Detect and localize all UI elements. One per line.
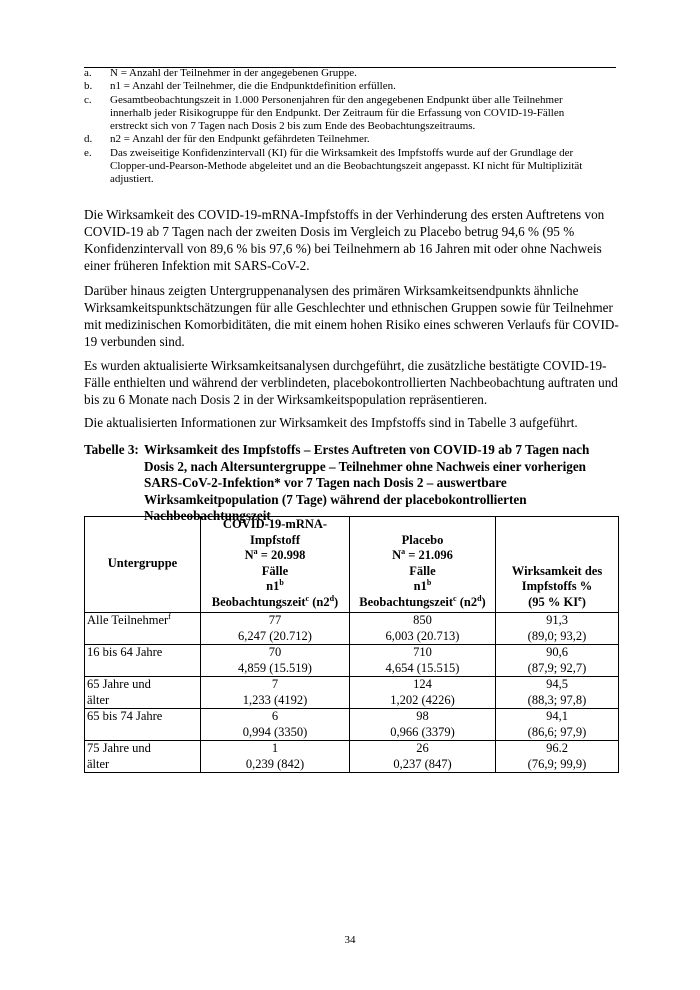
vaccine-cell: 6 0,994 (3350) bbox=[201, 709, 350, 741]
paragraph-line: Darüber hinaus zeigten Untergruppenanalysen des primären Wirksamkeitsendpunkts ähnliche bbox=[84, 283, 579, 298]
paragraph-line: einer früheren Infektion mit SARS-CoV-2. bbox=[84, 258, 310, 273]
footnote-line: Das zweiseitige Konfidenzintervall (KI) für die Wirksamkeit des Impfstoffs wurde auf der Grundlage der bbox=[110, 146, 574, 159]
paragraph-line: Es wurden aktualisierte Wirksamkeitsanalysen durchgeführt, die zusätzliche bestätigte COVID-19- bbox=[84, 358, 607, 373]
paragraph-subgroups bbox=[84, 282, 619, 350]
table-header-row bbox=[85, 517, 619, 613]
row-label: 65 Jahre und älter bbox=[85, 677, 201, 709]
header-placebo-obs: Beobachtungszeit$^c$ (n2$^d$) bbox=[359, 593, 486, 609]
footnote-c bbox=[84, 94, 614, 134]
placebo-cell: 710 4,654 (15.515) bbox=[350, 645, 496, 677]
header-placebo-n: $N^a = 21.096$ bbox=[392, 546, 453, 562]
efficacy-cell: 91,3 (89,0; 93,2) bbox=[496, 613, 619, 645]
page-number: 34 bbox=[344, 934, 356, 946]
header-vaccine-obs: Beobachtungszeit$^c$ (n2$^d$) bbox=[211, 593, 339, 609]
footnote-a bbox=[84, 67, 614, 80]
caption-line: Wirksamkeit des Impfstoffs – Erstes Auftreten von COVID-19 ab 7 Tagen nach bbox=[144, 442, 590, 457]
efficacy-cell: 94,5 (88,3; 97,8) bbox=[496, 677, 619, 709]
header-efficacy-ci: (95 % $KI^e$) bbox=[528, 593, 586, 609]
header-vaccine-name: Impfstoff bbox=[250, 532, 300, 547]
header-efficacy-line: Impfstoffs % bbox=[521, 579, 593, 593]
footnote-letter: d. bbox=[84, 133, 93, 146]
header-placebo-name: Placebo bbox=[401, 532, 444, 547]
header-placebo-cases: Fälle bbox=[409, 563, 436, 578]
header-subgroup: Untergruppe bbox=[85, 517, 201, 613]
paragraph-line: 19 verbunden sind. bbox=[84, 334, 185, 349]
table-caption-label: Tabelle 3: bbox=[84, 442, 139, 457]
footnote-line: n2 = Anzahl der für den Endpunkt gefährdeten Teilnehmer. bbox=[110, 133, 370, 146]
efficacy-cell: 96.2 (76,9; 99,9) bbox=[496, 741, 619, 773]
row-label: 16 bis 64 Jahre bbox=[85, 645, 201, 677]
footnote-letter: e. bbox=[84, 146, 92, 159]
footnote-letter: a. bbox=[84, 67, 92, 79]
table-caption bbox=[84, 442, 619, 525]
footnote-d bbox=[84, 133, 614, 146]
vaccine-cell: 70 4,859 (15.519) bbox=[201, 645, 350, 677]
footnote-line: n1 = Anzahl der Teilnehmer, die die Endpunktdefinition erfüllen. bbox=[110, 80, 396, 93]
table-row bbox=[85, 709, 619, 741]
paragraph-line: COVID-19 ab 7 Tagen nach der zweiten Dosis im Vergleich zu Placebo betrug 94,6 % (95 % bbox=[84, 224, 575, 239]
header-efficacy-line: Wirksamkeit des bbox=[511, 563, 603, 578]
row-label: 65 bis 74 Jahre bbox=[85, 709, 201, 741]
vaccine-cell: 1 0,239 (842) bbox=[201, 741, 350, 773]
paragraph-line: mit medizinischen Komorbiditäten, die mit einem hohen Risiko eines schweren Verlaufs für COVID- bbox=[84, 317, 619, 332]
footnote-b bbox=[84, 80, 614, 93]
caption-line: Dosis 2, nach Altersuntergruppe – Teilnehmer ohne Nachweis einer vorherigen bbox=[144, 458, 587, 474]
header-vaccine-cases: Fälle bbox=[261, 563, 289, 578]
efficacy-table bbox=[84, 516, 619, 773]
caption-line: Wirksamkeitpopulation (7 Tage) während der placebokontrollierten bbox=[144, 491, 527, 507]
footnote-line: Clopper-und-Pearson-Methode abgeleitet und an die Beobachtungszeit angepasst. KI nicht für Multiplizität bbox=[110, 160, 583, 173]
header-vaccine-n1: n1$^b$ bbox=[266, 577, 284, 593]
table-row bbox=[85, 613, 619, 645]
paragraph-updated-analyses bbox=[84, 357, 619, 408]
table-row bbox=[85, 677, 619, 709]
efficacy-cell: 94,1 (86,6; 97,9) bbox=[496, 709, 619, 741]
footnote-line: erstreckt sich von 7 Tagen nach Dosis 2 bis zum Ende des Beobachtungszeitraums. bbox=[110, 120, 476, 133]
header-efficacy bbox=[496, 517, 619, 613]
paragraph-line: Wirksamkeitspunktschätzungen für alle Geschlechter und ethnischen Gruppen sowie für Teilnehmer bbox=[84, 300, 613, 315]
footnotes bbox=[84, 67, 614, 187]
placebo-cell: 26 0,237 (847) bbox=[350, 741, 496, 773]
paragraph-line: Die Wirksamkeit des COVID-19-mRNA-Impfstoffs in der Verhinderung des ersten Auftretens von bbox=[84, 207, 605, 222]
header-vaccine bbox=[201, 517, 350, 613]
footnote-e bbox=[84, 147, 614, 187]
paragraph-line: Die aktualisierten Informationen zur Wirksamkeit des Impfstoffs sind in Tabelle 3 aufgeführt. bbox=[84, 415, 578, 430]
row-label: 75 Jahre und älter bbox=[85, 741, 201, 773]
paragraph-line: bis zu 6 Monate nach Dosis 2 in der Wirksamkeitspopulation repräsentieren. bbox=[84, 392, 488, 407]
header-vaccine-n: $N^a = 20.998$ bbox=[244, 546, 306, 562]
paragraph-table-ref bbox=[84, 414, 619, 431]
footnote-line: adjustiert. bbox=[110, 173, 154, 186]
header-placebo bbox=[350, 517, 496, 613]
paragraph-line: Fälle enthielten und während der verblindeten, placebokontrollierten Nachbeobachtung auftraten und bbox=[84, 375, 618, 390]
footnote-letter: b. bbox=[84, 80, 93, 93]
footnote-line: Gesamtbeobachtungszeit in 1.000 Personenjahren für den angegebenen Endpunkt über alle Teilnehmer bbox=[110, 93, 563, 106]
table-row bbox=[85, 645, 619, 677]
placebo-cell: 850 6,003 (20.713) bbox=[350, 613, 496, 645]
efficacy-cell: 90,6 (87,9; 92,7) bbox=[496, 645, 619, 677]
header-placebo-n1: n1$^b$ bbox=[413, 577, 432, 593]
header-vaccine-name: COVID-19-mRNA- bbox=[222, 517, 328, 531]
footnote-line: N = Anzahl der Teilnehmer in der angegebenen Gruppe. bbox=[110, 67, 357, 79]
vaccine-cell: 7 1,233 (4192) bbox=[201, 677, 350, 709]
paragraph-efficacy bbox=[84, 206, 619, 274]
vaccine-cell: 77 6,247 (20.712) bbox=[201, 613, 350, 645]
footnote-line: innerhalb jeder Risikogruppe für den Endpunkt. Der Zeitraum für die Erfassung von COVID-19-Fällen bbox=[110, 106, 565, 119]
table-caption-text bbox=[144, 442, 619, 525]
row-label: Alle Teilnehmer$^f$ bbox=[85, 613, 201, 645]
caption-line: SARS-CoV-2-Infektion* vor 7 Tagen nach Dosis 2 – auswertbare bbox=[144, 475, 507, 491]
placebo-cell: 98 0,966 (3379) bbox=[350, 709, 496, 741]
paragraph-line: Konfidenzintervall von 89,6 % bis 97,6 %) bei Teilnehmern ab 16 Jahren mit oder ohne Nachweis bbox=[84, 241, 602, 256]
placebo-cell: 124 1,202 (4226) bbox=[350, 677, 496, 709]
table-row bbox=[85, 741, 619, 773]
caption-line: Nachbeobachtungszeit bbox=[144, 508, 271, 524]
footnote-letter: c. bbox=[84, 93, 92, 106]
